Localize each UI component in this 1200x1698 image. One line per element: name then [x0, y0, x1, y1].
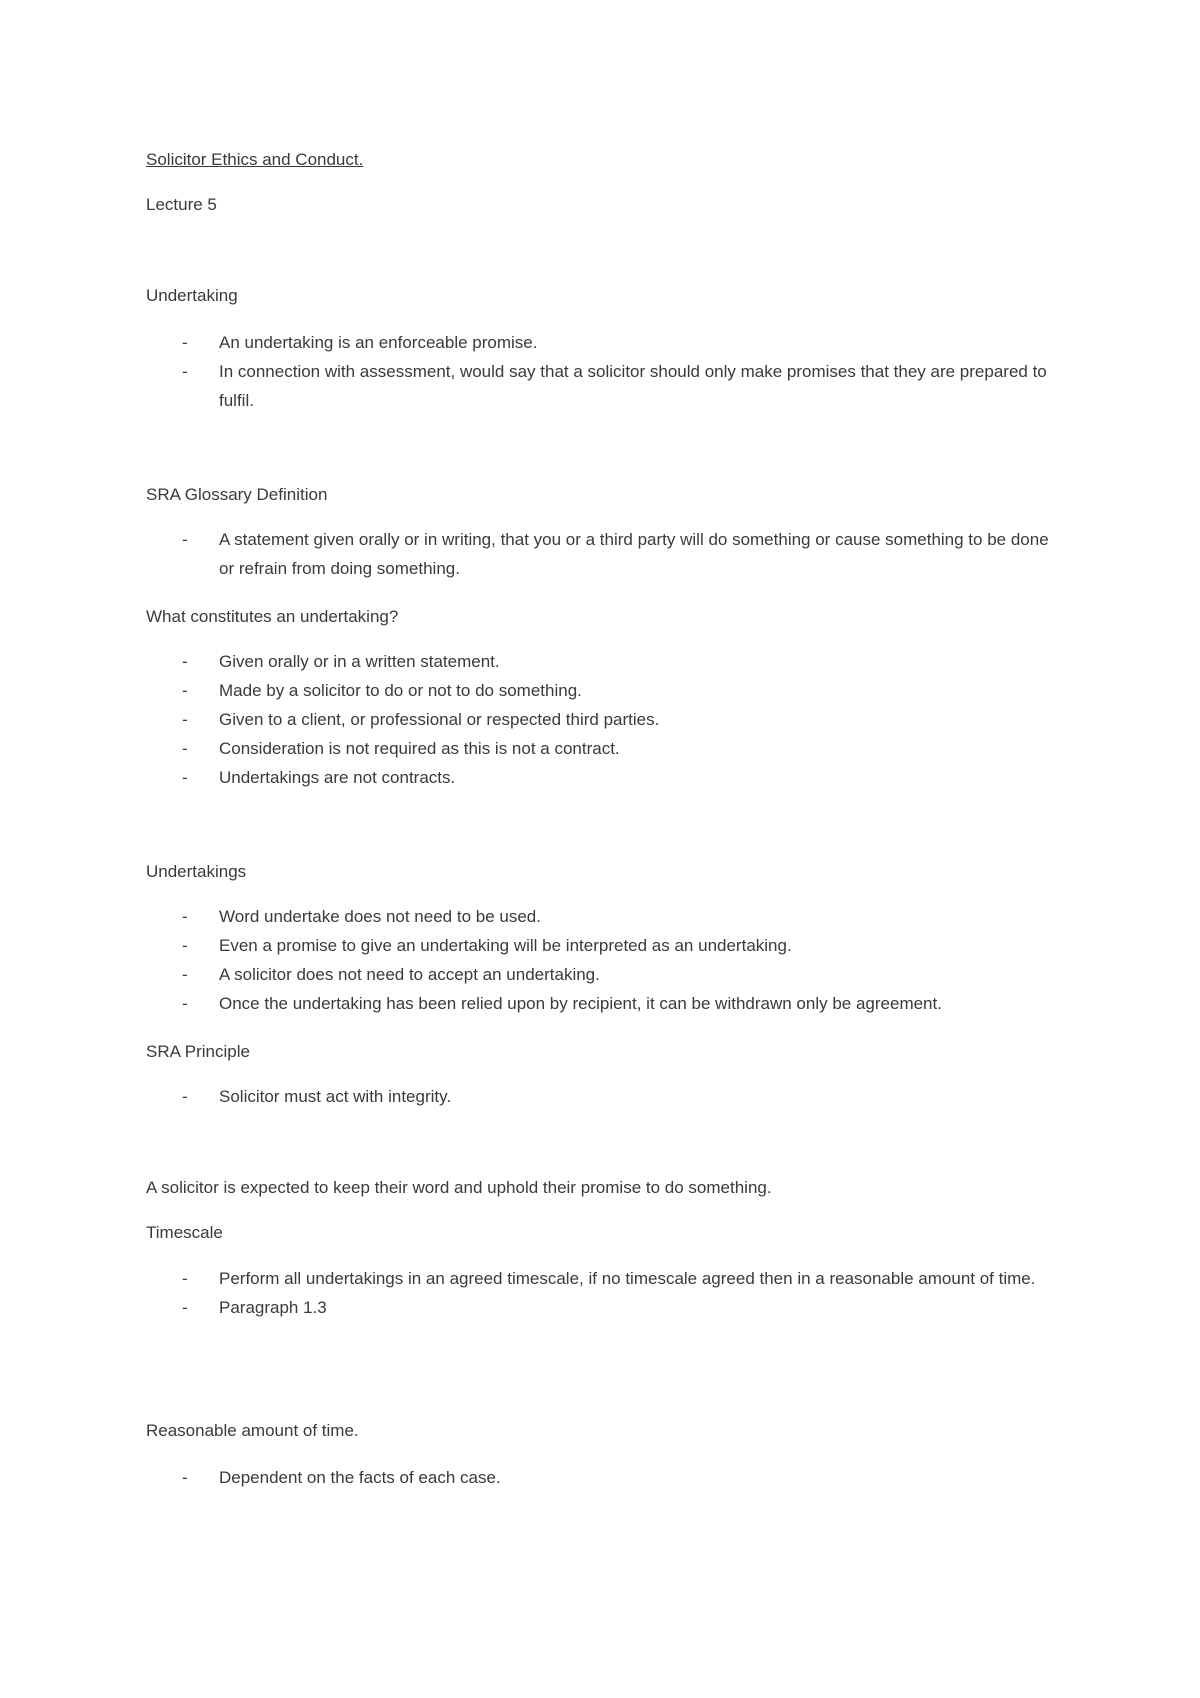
- glossary-list: [146, 525, 1066, 583]
- list-item-text: Word undertake does not need to be used.: [219, 907, 541, 926]
- list-item: [146, 705, 1066, 734]
- heading-timescale: Timescale: [146, 1223, 223, 1242]
- document-title: Solicitor Ethics and Conduct.: [146, 150, 364, 169]
- list-item-text: Paragraph 1.3: [219, 1298, 327, 1317]
- list-item-text: Perform all undertakings in an agreed timescale, if no timescale agreed then in a reasonable amount of time.: [219, 1269, 1036, 1288]
- list-item-text: Once the undertaking has been relied upon by recipient, it can be withdrawn only be agreement.: [219, 994, 942, 1013]
- list-item-text: Even a promise to give an undertaking will be interpreted as an undertaking.: [219, 936, 792, 955]
- list-item: [146, 960, 1066, 989]
- principle-list: [146, 1082, 1066, 1111]
- dash-bullet: -: [182, 1468, 188, 1487]
- dash-bullet: -: [182, 965, 188, 984]
- undertaking-list: [146, 328, 1066, 415]
- timescale-list: [146, 1264, 1066, 1322]
- list-item: [146, 1264, 1066, 1293]
- list-item-text: In connection with assessment, would say that a solicitor should only make promises that they are prepared to fulfil.: [219, 362, 1047, 410]
- list-item: [146, 931, 1066, 960]
- list-item: [146, 676, 1066, 705]
- dash-bullet: -: [182, 333, 188, 352]
- list-item-text: Made by a solicitor to do or not to do something.: [219, 681, 582, 700]
- dash-bullet: -: [182, 994, 188, 1013]
- list-item-text: A statement given orally or in writing, that you or a third party will do something or cause something to be done or refrain from doing something.: [219, 530, 1049, 578]
- list-item: [146, 902, 1066, 931]
- list-item: [146, 989, 1066, 1018]
- list-item-text: Given orally or in a written statement.: [219, 652, 500, 671]
- dash-bullet: -: [182, 1269, 188, 1288]
- dash-bullet: -: [182, 907, 188, 926]
- list-item-text: Consideration is not required as this is not a contract.: [219, 739, 620, 758]
- list-item: [146, 763, 1066, 792]
- dash-bullet: -: [182, 1298, 188, 1317]
- heading-undertakings: Undertakings: [146, 862, 247, 881]
- dash-bullet: -: [182, 739, 188, 758]
- list-item-text: Given to a client, or professional or respected third parties.: [219, 710, 660, 729]
- list-item: [146, 525, 1066, 583]
- dash-bullet: -: [182, 681, 188, 700]
- heading-what-constitutes: What constitutes an undertaking?: [146, 607, 399, 626]
- dash-bullet: -: [182, 362, 188, 381]
- list-item-text: Undertakings are not contracts.: [219, 768, 456, 787]
- list-item-text: Solicitor must act with integrity.: [219, 1087, 452, 1106]
- list-item: [146, 1082, 1066, 1111]
- list-item: [146, 1293, 1066, 1322]
- list-item-text: An undertaking is an enforceable promise.: [219, 333, 538, 352]
- heading-sra-principle: SRA Principle: [146, 1042, 250, 1061]
- heading-undertaking: Undertaking: [146, 286, 238, 305]
- statement-paragraph: A solicitor is expected to keep their word and uphold their promise to do something.: [146, 1178, 772, 1197]
- list-item: [146, 357, 1066, 415]
- constitutes-list: [146, 647, 1066, 792]
- heading-reasonable-time: Reasonable amount of time.: [146, 1421, 359, 1440]
- list-item-text: Dependent on the facts of each case.: [219, 1468, 501, 1487]
- list-item: [146, 734, 1066, 763]
- dash-bullet: -: [182, 652, 188, 671]
- dash-bullet: -: [182, 768, 188, 787]
- dash-bullet: -: [182, 710, 188, 729]
- lecture-label: Lecture 5: [146, 195, 217, 214]
- heading-glossary-definition: SRA Glossary Definition: [146, 485, 328, 504]
- list-item: [146, 328, 1066, 357]
- list-item: [146, 1463, 1066, 1492]
- dash-bullet: -: [182, 1087, 188, 1106]
- list-item-text: A solicitor does not need to accept an undertaking.: [219, 965, 600, 984]
- dash-bullet: -: [182, 936, 188, 955]
- dash-bullet: -: [182, 530, 188, 549]
- reasonable-list: [146, 1463, 1066, 1492]
- list-item: [146, 647, 1066, 676]
- undertakings-list: [146, 902, 1066, 1018]
